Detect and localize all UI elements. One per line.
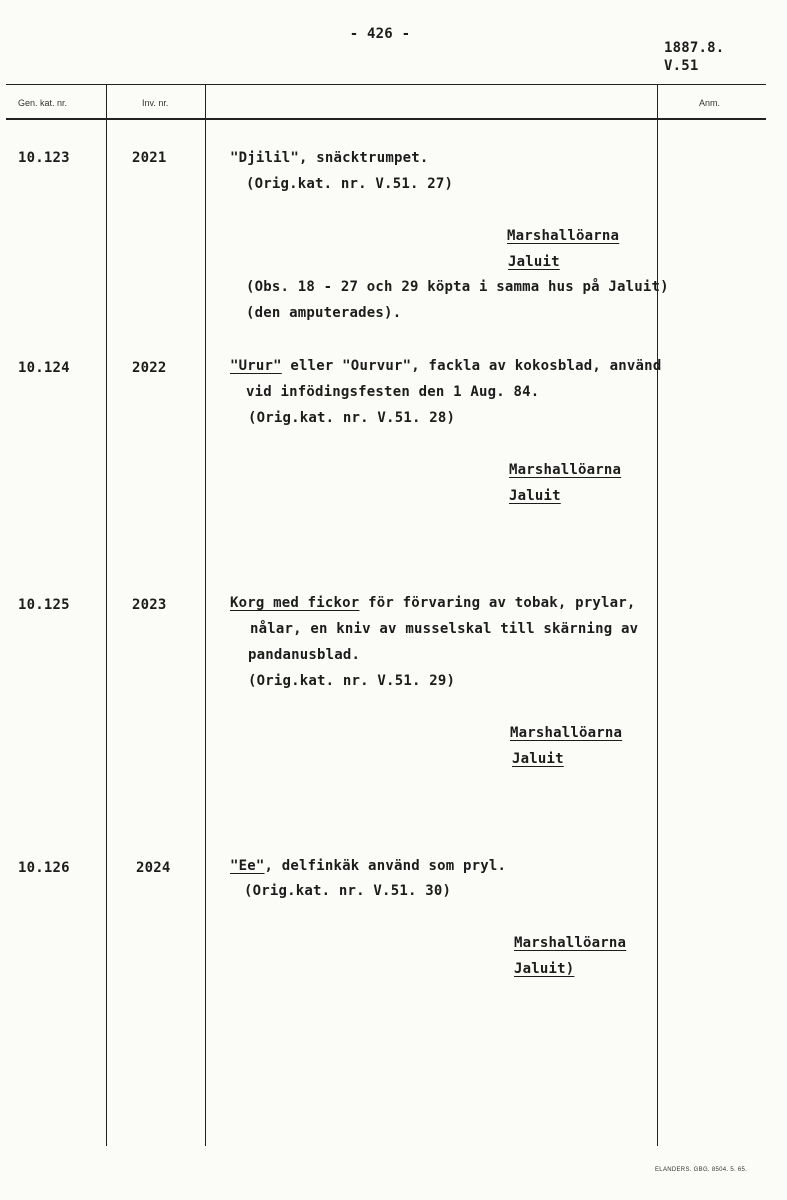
table-top-rule — [6, 84, 766, 85]
entry-gen-number: 10.124 — [18, 360, 70, 376]
entry-place-region: Marshallöarna — [510, 725, 623, 741]
entry-description-line: pandanusblad. — [248, 647, 361, 663]
entry-place-region: Marshallöarna — [507, 228, 620, 244]
entry-note: (den amputerades). — [246, 305, 402, 321]
entry-place-locality: Jaluit — [509, 488, 561, 504]
entry-inv-number: 2023 — [132, 597, 167, 613]
entry-gen-number: 10.123 — [18, 150, 70, 166]
entry-description — [230, 858, 506, 874]
entry-title: "Djilil" — [230, 150, 300, 166]
year-reference: 1887.8. — [664, 40, 725, 56]
entry-gen-number: 10.126 — [18, 860, 70, 876]
entry-title: "Urur" — [230, 358, 282, 374]
column-header-inv-nr: Inv. nr. — [142, 98, 169, 108]
column-divider-3 — [657, 84, 658, 1146]
entry-description-text: eller "Ourvur", fackla av kokosblad, använd — [281, 358, 662, 374]
column-divider-2 — [205, 84, 206, 1146]
entry-title: Korg med fickor — [230, 595, 360, 611]
entry-orig-catalog: (Orig.kat. nr. V.51. 28) — [248, 410, 456, 426]
entry-place-locality: Jaluit — [512, 751, 564, 767]
entry-orig-catalog: (Orig.kat. nr. V.51. 30) — [244, 883, 452, 899]
entry-place-region: Marshallöarna — [514, 935, 627, 951]
entry-description-text: för förvaring av tobak, prylar, — [359, 595, 636, 611]
entry-place-locality: Jaluit) — [514, 961, 575, 977]
entry-inv-number: 2024 — [136, 860, 171, 876]
entry-description — [230, 358, 661, 374]
entry-inv-number: 2021 — [132, 150, 167, 166]
entry-description — [230, 150, 428, 166]
printer-mark: ELANDERS. GBG. 8504. 5. 65. — [655, 1167, 748, 1173]
table-header-rule — [6, 118, 766, 120]
entry-gen-number: 10.125 — [18, 597, 70, 613]
volume-reference: V.51 — [664, 58, 699, 74]
entry-description-line: nålar, en kniv av musselskal till skärning av — [250, 621, 639, 637]
column-divider-1 — [106, 84, 107, 1146]
entry-orig-catalog: (Orig.kat. nr. V.51. 29) — [248, 673, 456, 689]
entry-note: (Obs. 18 - 27 och 29 köpta i samma hus på Jaluit) — [246, 279, 669, 295]
entry-description-text: , delfinkäk använd som pryl. — [264, 858, 507, 874]
entry-description-line: vid infödingsfesten den 1 Aug. 84. — [246, 384, 540, 400]
entry-place-region: Marshallöarna — [509, 462, 622, 478]
column-header-gen-kat-nr: Gen. kat. nr. — [18, 98, 68, 108]
entry-description-text: , snäcktrumpet. — [299, 150, 429, 166]
entry-title: "Ee" — [230, 858, 265, 874]
page-number: - 426 - — [349, 26, 411, 42]
entry-description — [230, 595, 636, 611]
column-header-anm: Anm. — [699, 98, 721, 108]
entry-inv-number: 2022 — [132, 360, 167, 376]
entry-place-locality: Jaluit — [508, 254, 560, 270]
entry-orig-catalog: (Orig.kat. nr. V.51. 27) — [246, 176, 454, 192]
